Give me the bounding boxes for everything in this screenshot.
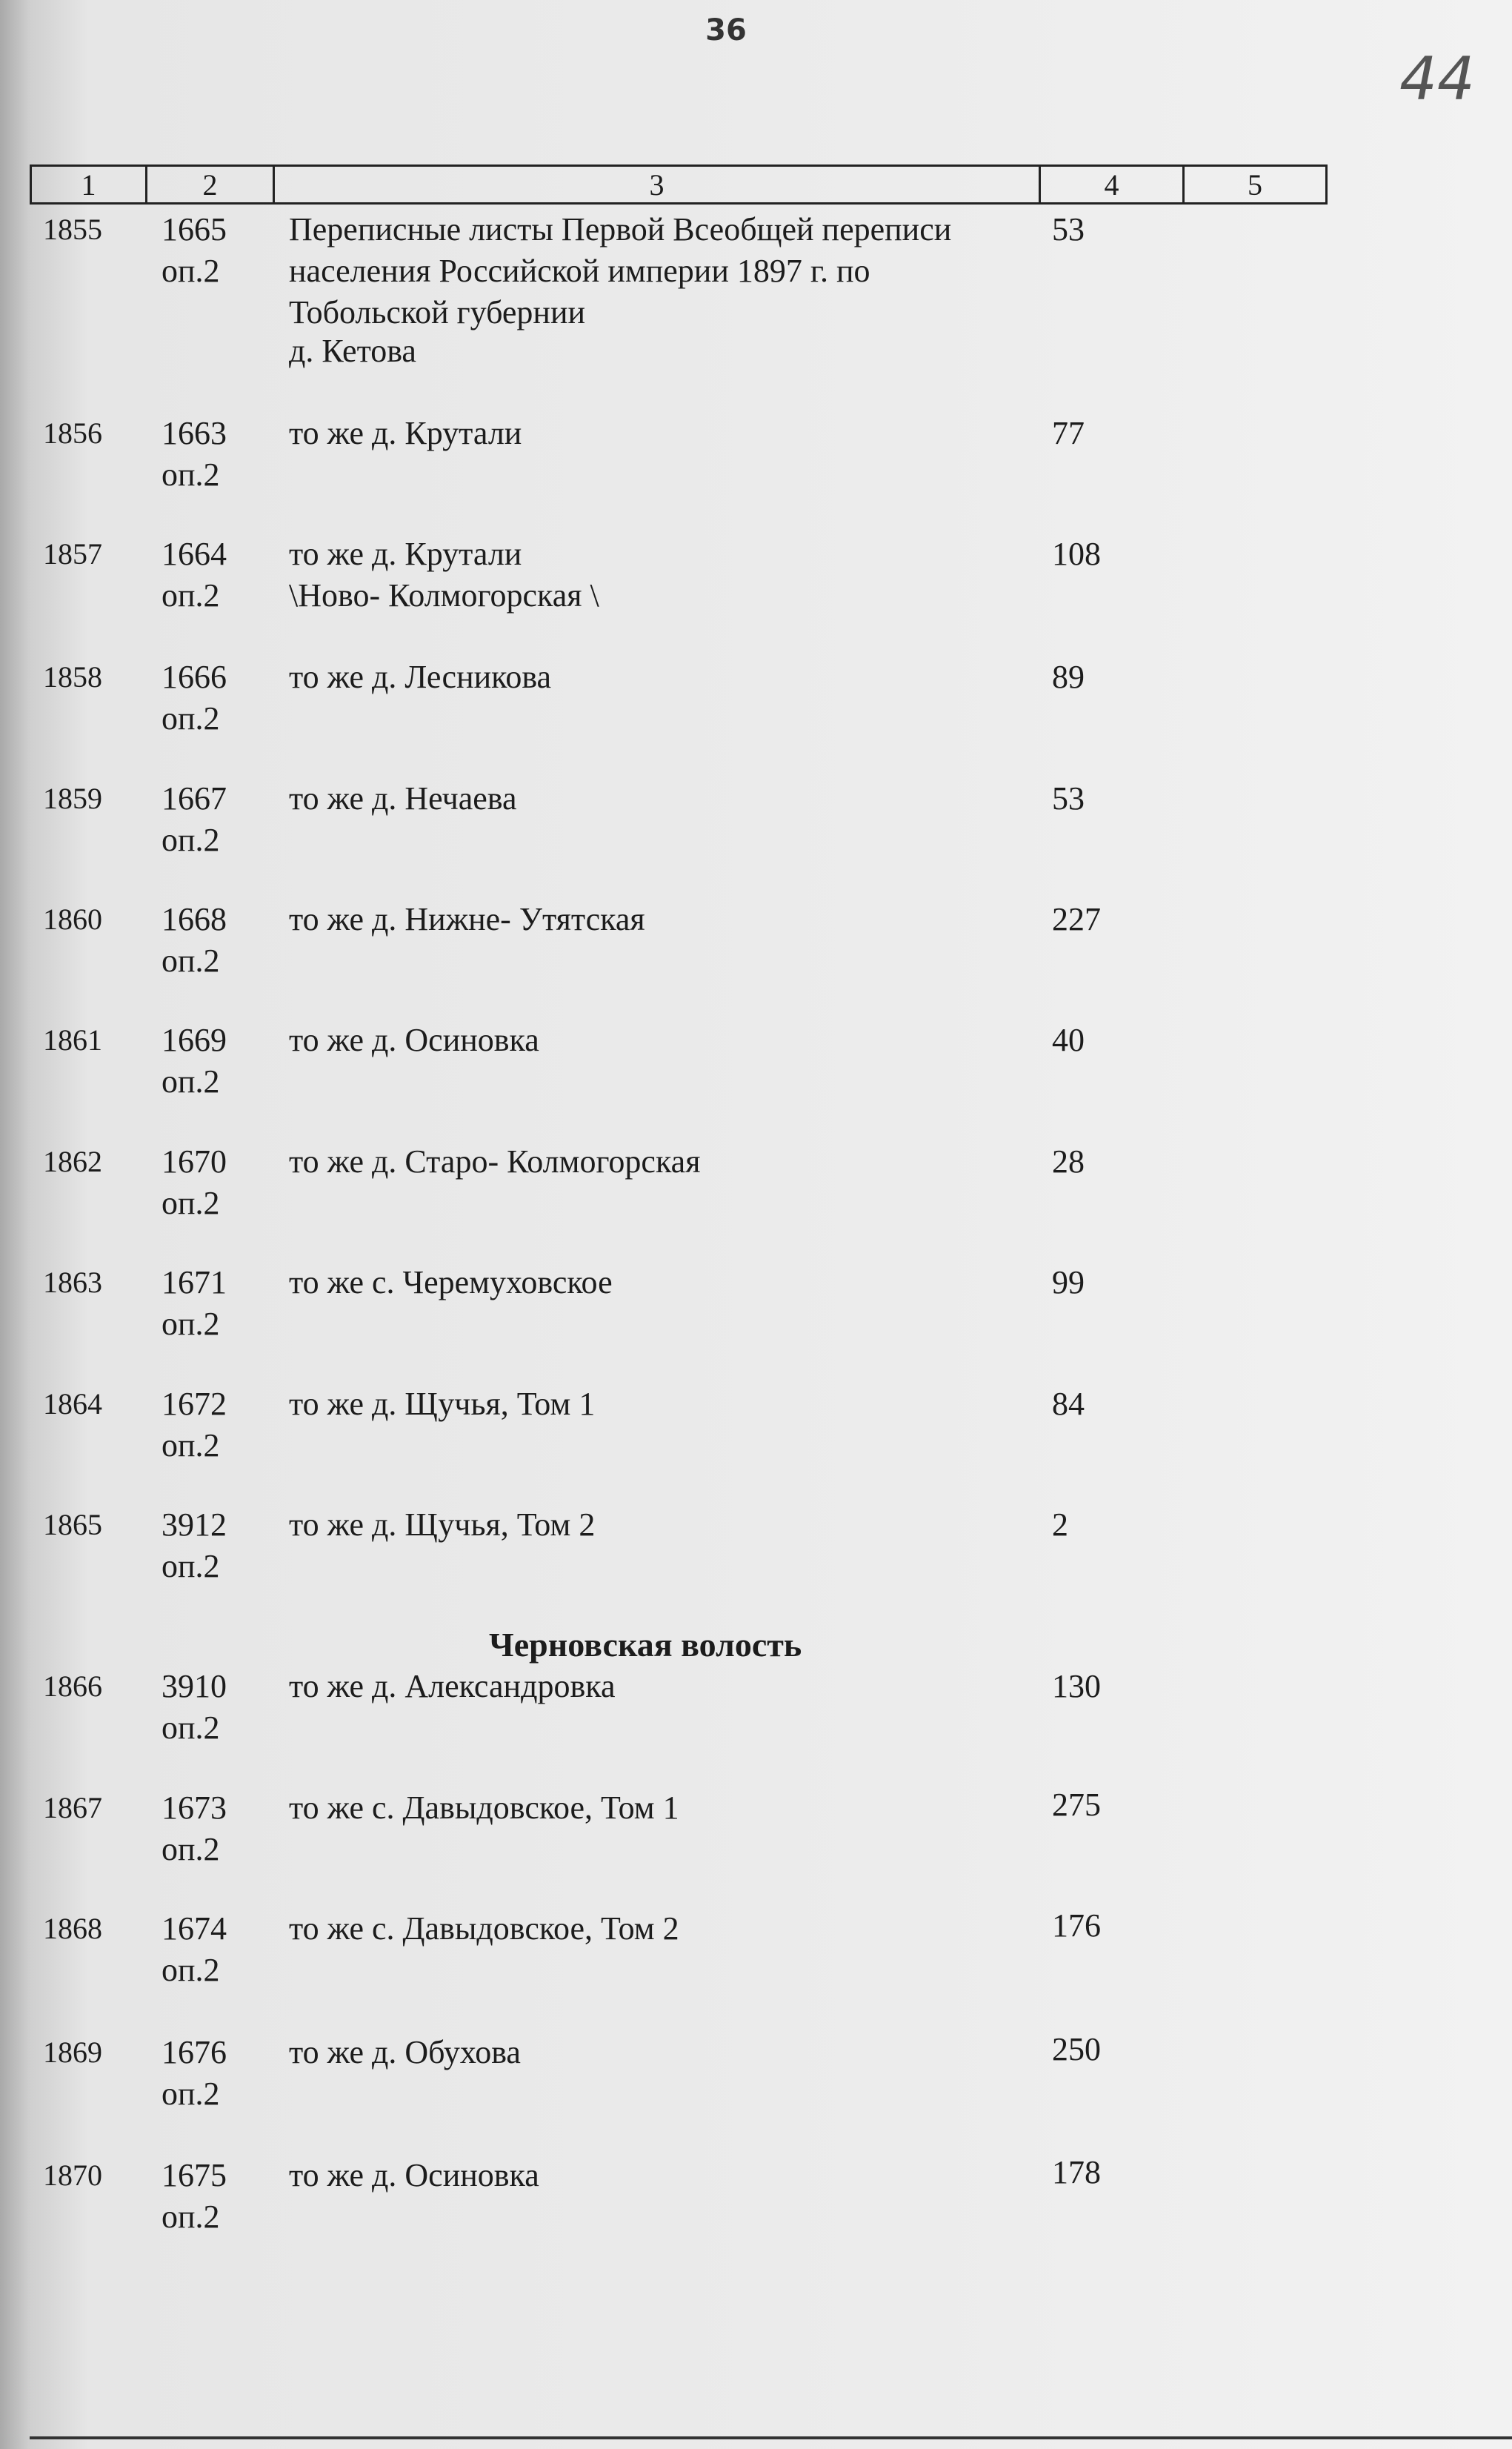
- row-opis: оп.2: [161, 943, 220, 979]
- row-title: то же д. Старо- Колмогорская: [289, 1143, 701, 1180]
- row-title: то же с. Давыдовское, Том 2: [289, 1910, 679, 1947]
- row-title: то же д. Лесникова: [289, 659, 552, 695]
- row-opis: оп.2: [161, 700, 220, 737]
- row-fond: 1676: [161, 2034, 227, 2070]
- row-title: то же д. Нечаева: [289, 780, 517, 817]
- row-opis: оп.2: [161, 1548, 220, 1584]
- row-fond: 3912: [161, 1506, 227, 1543]
- row-number: 1855: [43, 213, 102, 246]
- row-opis: оп.2: [161, 1427, 220, 1463]
- row-fond: 1671: [161, 1264, 227, 1300]
- row-opis: оп.2: [161, 2076, 220, 2112]
- row-opis: оп.2: [161, 2199, 220, 2235]
- row-number: 1862: [43, 1145, 102, 1178]
- row-fond: 1666: [161, 659, 227, 695]
- row-number: 1866: [43, 1669, 102, 1703]
- row-title: то же д. Осиновка: [289, 1022, 539, 1058]
- row-opis: оп.2: [161, 456, 220, 493]
- row-fond: 1667: [161, 780, 227, 817]
- row-sheets: 77: [1052, 415, 1085, 451]
- row-number: 1861: [43, 1023, 102, 1057]
- row-sheets: 176: [1052, 1907, 1101, 1944]
- row-fond: 3910: [161, 1668, 227, 1704]
- row-sheets: 275: [1052, 1787, 1101, 1823]
- row-sheets: 250: [1052, 2031, 1101, 2067]
- row-title: то же с. Черемуховское: [289, 1264, 613, 1300]
- column-header-4: 4: [1041, 167, 1185, 202]
- row-title: то же с. Давыдовское, Том 1: [289, 1790, 679, 1826]
- row-sheets: 53: [1052, 780, 1085, 817]
- column-header-2: 2: [147, 167, 275, 202]
- row-title: то же д. Осиновка: [289, 2157, 539, 2193]
- row-number: 1865: [43, 1508, 102, 1541]
- row-opis: оп.2: [161, 1709, 220, 1746]
- row-fond: 1664: [161, 536, 227, 572]
- row-sheets: 108: [1052, 536, 1101, 572]
- row-sheets: 178: [1052, 2154, 1101, 2190]
- row-opis: оп.2: [161, 1306, 220, 1342]
- row-opis: оп.2: [161, 822, 220, 858]
- row-number: 1856: [43, 416, 102, 450]
- row-title: то же д. Александровка: [289, 1668, 616, 1704]
- row-sheets: 53: [1052, 211, 1085, 247]
- section-title: Черновская волость: [489, 1626, 802, 1664]
- row-fond: 1663: [161, 415, 227, 451]
- row-fond: 1672: [161, 1386, 227, 1422]
- row-opis: оп.2: [161, 1831, 220, 1867]
- row-sheets: 130: [1052, 1668, 1101, 1704]
- row-number: 1857: [43, 537, 102, 571]
- bottom-border-line: [30, 2436, 1512, 2439]
- row-number: 1869: [43, 2036, 102, 2069]
- row-number: 1864: [43, 1387, 102, 1420]
- row-number: 1863: [43, 1266, 102, 1299]
- row-fond: 1668: [161, 901, 227, 937]
- row-title: то же д. Крутали: [289, 536, 522, 572]
- row-fond: 1670: [161, 1143, 227, 1180]
- row-title-extra: \Ново- Колмогорская \: [289, 577, 599, 614]
- row-opis: оп.2: [161, 577, 220, 614]
- row-fond: 1669: [161, 1022, 227, 1058]
- row-title: Переписные листы Первой Всеобщей переписи населения Российской империи 1897 г. по Тобольской губернии: [289, 211, 952, 330]
- row-sheets: 28: [1052, 1143, 1085, 1180]
- row-sheets: 84: [1052, 1386, 1085, 1422]
- row-number: 1870: [43, 2159, 102, 2192]
- row-fond: 1673: [161, 1790, 227, 1826]
- row-fond: 1665: [161, 211, 227, 247]
- row-sheets: 99: [1052, 1264, 1085, 1300]
- column-header-3: 3: [275, 167, 1041, 202]
- table-header-row: [30, 165, 1328, 205]
- row-title: то же д. Щучья, Том 1: [289, 1386, 596, 1422]
- row-title-extra: д. Кетова: [289, 333, 416, 369]
- row-sheets: 227: [1052, 901, 1101, 937]
- row-number: 1859: [43, 782, 102, 815]
- row-title: то же д. Нижне- Утятская: [289, 901, 645, 937]
- page-number: 36: [705, 13, 747, 47]
- row-opis: оп.2: [161, 1063, 220, 1100]
- handwritten-archive-number: 44: [1399, 44, 1475, 113]
- row-number: 1867: [43, 1791, 102, 1824]
- row-opis: оп.2: [161, 1185, 220, 1221]
- row-title: то же д. Крутали: [289, 415, 522, 451]
- column-header-5: 5: [1248, 168, 1262, 202]
- row-title: то же д. Обухова: [289, 2034, 521, 2070]
- column-header-1: 1: [32, 167, 147, 202]
- row-number: 1858: [43, 660, 102, 694]
- row-title: то же д. Щучья, Том 2: [289, 1506, 596, 1543]
- row-opis: оп.2: [161, 253, 220, 289]
- row-fond: 1675: [161, 2157, 227, 2193]
- row-sheets: 40: [1052, 1022, 1085, 1058]
- row-number: 1868: [43, 1912, 102, 1945]
- row-number: 1860: [43, 903, 102, 936]
- row-sheets: 2: [1052, 1506, 1068, 1543]
- row-opis: оп.2: [161, 1952, 220, 1988]
- row-sheets: 89: [1052, 659, 1085, 695]
- row-fond: 1674: [161, 1910, 227, 1947]
